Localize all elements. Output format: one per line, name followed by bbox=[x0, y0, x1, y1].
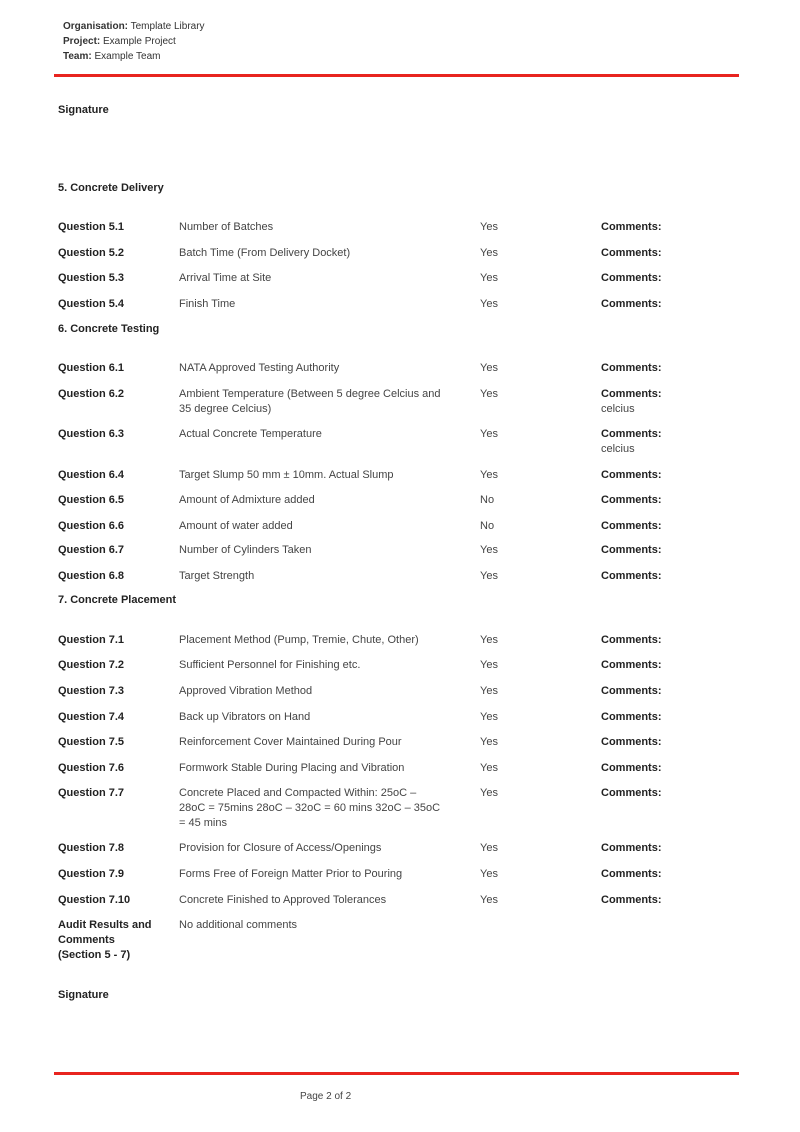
comments-cell bbox=[601, 468, 721, 483]
comments-cell bbox=[601, 684, 721, 699]
comments-cell bbox=[601, 246, 721, 261]
comments-cell bbox=[601, 387, 721, 417]
question-answer: Yes bbox=[480, 711, 498, 723]
question-number: Question 6.6 bbox=[58, 520, 125, 532]
comments-cell bbox=[601, 841, 721, 856]
question-description: Approved Vibration Method bbox=[179, 685, 313, 697]
comments-label: Comments: bbox=[601, 428, 662, 440]
question-number: Question 6.1 bbox=[58, 362, 125, 374]
comments-cell bbox=[601, 735, 721, 750]
question-answer: Yes bbox=[480, 842, 498, 854]
question-number: Question 6.8 bbox=[58, 570, 125, 582]
comments-label: Comments: bbox=[601, 298, 662, 310]
question-answer: Yes bbox=[480, 247, 498, 259]
question-description: Number of Cylinders Taken bbox=[179, 544, 312, 556]
header-divider bbox=[54, 74, 739, 77]
question-description: Amount of water added bbox=[179, 520, 293, 532]
question-description: Number of Batches bbox=[179, 221, 274, 233]
comments-cell bbox=[601, 271, 721, 286]
question-number: Question 5.2 bbox=[58, 247, 125, 259]
comments-cell bbox=[601, 543, 721, 558]
question-description: Reinforcement Cover Maintained During Pour bbox=[179, 736, 402, 748]
question-number: Question 5.3 bbox=[58, 272, 125, 284]
question-description: Batch Time (From Delivery Docket) bbox=[179, 247, 351, 259]
question-description: Formwork Stable During Placing and Vibration bbox=[179, 762, 405, 774]
question-number: Question 5.1 bbox=[58, 221, 125, 233]
organisation-label: Organisation: bbox=[63, 21, 129, 32]
comments-label: Comments: bbox=[601, 736, 662, 748]
footer-divider bbox=[54, 1072, 739, 1075]
comments-label: Comments: bbox=[601, 544, 662, 556]
question-number: Question 7.5 bbox=[58, 736, 125, 748]
question-answer: Yes bbox=[480, 659, 498, 671]
question-number: Question 6.2 bbox=[58, 388, 125, 400]
comments-label: Comments: bbox=[601, 247, 662, 259]
comments-label: Comments: bbox=[601, 494, 662, 506]
question-number: Question 7.4 bbox=[58, 711, 125, 723]
question-number: Question 6.7 bbox=[58, 544, 125, 556]
comments-cell bbox=[601, 220, 721, 235]
question-number: Question 7.9 bbox=[58, 868, 125, 880]
question-description: Placement Method (Pump, Tremie, Chute, Other) bbox=[179, 634, 419, 646]
page-number: Page 2 of 2 bbox=[300, 1091, 352, 1102]
comments-label: Comments: bbox=[601, 221, 662, 233]
question-answer: Yes bbox=[480, 894, 498, 906]
question-answer: Yes bbox=[480, 736, 498, 748]
comments-value: celcius bbox=[601, 403, 635, 415]
question-answer: Yes bbox=[480, 469, 498, 481]
section-title-5: 5. Concrete Delivery bbox=[58, 182, 164, 194]
question-number: Question 7.7 bbox=[58, 787, 125, 799]
team-value: Example Team bbox=[94, 51, 161, 62]
organisation-line bbox=[63, 19, 205, 34]
comments-cell bbox=[601, 633, 721, 648]
comments-cell bbox=[601, 710, 721, 725]
question-answer: Yes bbox=[480, 388, 498, 400]
question-description: Concrete Placed and Compacted Within: 25oC – 28oC = 75mins 28oC – 32oC = 60 mins 32oC – 35oC = 45 mins bbox=[179, 787, 441, 829]
comments-label: Comments: bbox=[601, 469, 662, 481]
question-description: Ambient Temperature (Between 5 degree Celcius and 35 degree Celcius) bbox=[179, 388, 441, 415]
question-number: Question 6.4 bbox=[58, 469, 125, 481]
question-answer: Yes bbox=[480, 570, 498, 582]
question-number: Question 7.6 bbox=[58, 762, 125, 774]
document-header bbox=[63, 19, 205, 64]
question-answer: No bbox=[480, 520, 495, 532]
question-number: Question 6.3 bbox=[58, 428, 125, 440]
comments-label: Comments: bbox=[601, 659, 662, 671]
question-number: Question 6.5 bbox=[58, 494, 125, 506]
comments-label: Comments: bbox=[601, 711, 662, 723]
question-answer: Yes bbox=[480, 787, 498, 799]
question-description: Arrival Time at Site bbox=[179, 272, 272, 284]
team-label: Team: bbox=[63, 51, 92, 62]
question-answer: Yes bbox=[480, 298, 498, 310]
comments-label: Comments: bbox=[601, 787, 662, 799]
comments-label: Comments: bbox=[601, 388, 662, 400]
question-number: Question 5.4 bbox=[58, 298, 125, 310]
question-description: Finish Time bbox=[179, 298, 236, 310]
comments-cell bbox=[601, 297, 721, 312]
question-description: Back up Vibrators on Hand bbox=[179, 711, 311, 723]
question-description: Target Slump 50 mm ± 10mm. Actual Slump bbox=[179, 469, 394, 481]
comments-cell bbox=[601, 893, 721, 908]
comments-cell bbox=[601, 519, 721, 534]
comments-label: Comments: bbox=[601, 362, 662, 374]
comments-label: Comments: bbox=[601, 634, 662, 646]
signature-label-bottom: Signature bbox=[58, 989, 109, 1001]
question-answer: Yes bbox=[480, 272, 498, 284]
project-line bbox=[63, 34, 205, 49]
comments-label: Comments: bbox=[601, 520, 662, 532]
question-answer: Yes bbox=[480, 362, 498, 374]
comments-label: Comments: bbox=[601, 894, 662, 906]
organisation-value: Template Library bbox=[130, 21, 205, 32]
comments-label: Comments: bbox=[601, 570, 662, 582]
question-description: Actual Concrete Temperature bbox=[179, 428, 322, 440]
comments-cell bbox=[601, 786, 721, 801]
comments-cell bbox=[601, 361, 721, 376]
project-label: Project: bbox=[63, 36, 101, 47]
comments-value: celcius bbox=[601, 443, 635, 455]
section-title-7: 7. Concrete Placement bbox=[58, 594, 176, 606]
question-number: Question 7.8 bbox=[58, 842, 125, 854]
question-number: Question 7.3 bbox=[58, 685, 125, 697]
audit-results-text: No additional comments bbox=[179, 919, 298, 931]
comments-cell bbox=[601, 761, 721, 776]
question-answer: Yes bbox=[480, 634, 498, 646]
question-number: Question 7.1 bbox=[58, 634, 125, 646]
question-answer: Yes bbox=[480, 868, 498, 880]
question-description: Forms Free of Foreign Matter Prior to Pouring bbox=[179, 868, 403, 880]
question-answer: Yes bbox=[480, 544, 498, 556]
question-answer: Yes bbox=[480, 428, 498, 440]
question-answer: No bbox=[480, 494, 495, 506]
question-description: NATA Approved Testing Authority bbox=[179, 362, 340, 374]
audit-results-label: Audit Results and Comments (Section 5 - 7) bbox=[58, 919, 152, 961]
question-description: Provision for Closure of Access/Openings bbox=[179, 842, 382, 854]
question-answer: Yes bbox=[480, 685, 498, 697]
question-description: Concrete Finished to Approved Tolerances bbox=[179, 894, 387, 906]
comments-label: Comments: bbox=[601, 272, 662, 284]
question-description: Sufficient Personnel for Finishing etc. bbox=[179, 659, 361, 671]
question-number: Question 7.10 bbox=[58, 894, 131, 906]
signature-label-top: Signature bbox=[58, 104, 109, 116]
section-title-6: 6. Concrete Testing bbox=[58, 323, 160, 335]
question-answer: Yes bbox=[480, 221, 498, 233]
question-description: Target Strength bbox=[179, 570, 255, 582]
team-line bbox=[63, 49, 205, 64]
comments-label: Comments: bbox=[601, 762, 662, 774]
comments-label: Comments: bbox=[601, 842, 662, 854]
comments-cell bbox=[601, 867, 721, 882]
question-description: Amount of Admixture added bbox=[179, 494, 315, 506]
comments-cell bbox=[601, 493, 721, 508]
comments-label: Comments: bbox=[601, 868, 662, 880]
question-number: Question 7.2 bbox=[58, 659, 125, 671]
comments-cell bbox=[601, 658, 721, 673]
comments-cell bbox=[601, 427, 721, 457]
comments-label: Comments: bbox=[601, 685, 662, 697]
question-answer: Yes bbox=[480, 762, 498, 774]
comments-cell bbox=[601, 569, 721, 584]
project-value: Example Project bbox=[103, 36, 176, 47]
